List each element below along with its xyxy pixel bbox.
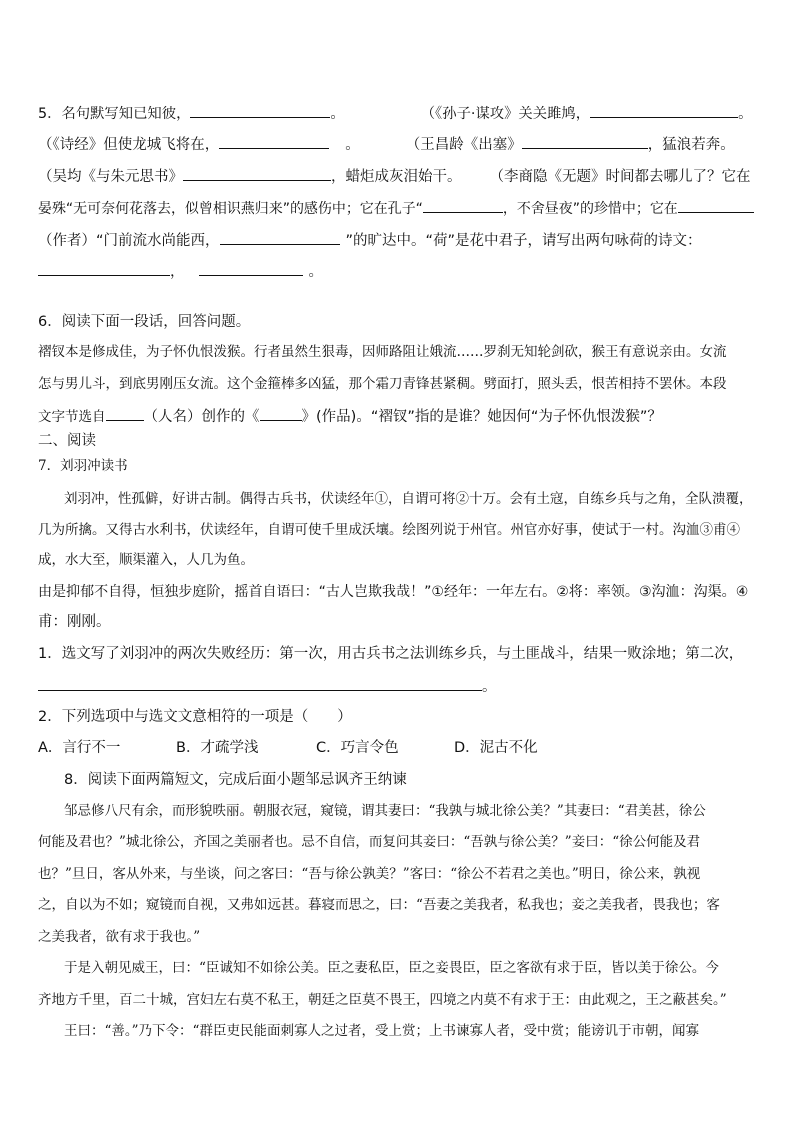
q7-subquestion-1: 1．选文写了刘羽冲的两次失败经历：第一次，用古兵书之法训练乡兵，与土匪战斗，结果一败涂地；第二次， [38,646,744,662]
q5-line-5 [38,230,756,251]
q6-text: （人名）创作的《 [143,409,260,425]
q6-text: 》(作品)。“褶钗”指的是谁？她因何“为子怀仇恨泼猴”？ [301,409,662,425]
option-c[interactable]: C．巧言令色 [316,740,399,756]
q7-passage-line: 几为所擒。又得古水利书，伏读经年，自谓可使千里成沃壤。绘图列说于州官。州官亦好事，使试于一村。沟洫③甫④ [38,522,740,538]
q5-line-1 [38,103,756,124]
answer-blank[interactable] [260,406,302,421]
q8-passage-line: 于是入朝见威王，曰：“臣诚知不如徐公美。臣之妻私臣，臣之妾畏臣，臣之客欲有求于臣，皆以美于徐公。今 [64,960,719,976]
q7-subquestion-2: 2．下列选项中与选文文意相符的一项是（ ） [38,709,352,725]
answer-blank[interactable] [190,103,330,118]
answer-blank[interactable] [106,406,144,421]
q5-text: （作者）“门前流水尚能西， [38,233,220,249]
option-b[interactable]: B．才疏学浅 [176,740,259,756]
q7-subquestion-1-answer [38,676,756,697]
q5-line-6 [38,261,756,282]
answer-blank[interactable] [423,198,503,213]
q5-line-4 [38,198,756,219]
q5-text: ”的旷达中。“荷”是花中君子，请写出两句咏荷的诗文： [345,233,702,249]
q5-text: （《诗经》但使龙城飞将在， [38,137,220,153]
q5-text: ， [170,264,185,280]
q8-title: 8．阅读下面两篇短文，完成后面小题邹忌讽齐王纳谏 [64,772,407,788]
q6-passage-line: 怎与男儿斗，到底男刚压女流。这个金箍棒多凶猛，那个霜刀青锋甚紧稠。劈面打，照头丢，恨苦相持不罢休。本段 [38,376,727,392]
q7-text: 。 [482,679,497,695]
answer-blank[interactable] [219,134,329,149]
answer-blank[interactable] [522,134,648,149]
answer-blank[interactable] [38,676,482,691]
q5-line-2 [38,134,756,155]
q5-text: 。 [738,106,753,122]
q6-title: 6．阅读下面一段话，回答问题。 [38,314,251,330]
answer-blank[interactable] [38,261,170,276]
q5-text: 晏殊“无可奈何花落去，似曾相识燕归来”的感伤中；它在孔子“ [38,201,423,217]
q5-text: ，猛浪若奔。 [647,137,735,153]
q8-passage-line: 之美我者，欲有求于我也。” [38,929,201,945]
q8-passage-line: 齐地方千里，百二十城，宫妇左右莫不私王，朝廷之臣莫不畏王，四境之内莫不有求于王：由此观之，王之蔽甚矣。” [38,992,727,1008]
q5-text: ，不舍昼夜”的珍惜中；它在 [502,201,678,217]
q6-passage-line: 褶钗本是修成佳，为子怀仇恨泼猴。行者虽然生狠毒，因师路阻让娥流……罗刹无知轮剑砍，猴王有意说亲由。女流 [38,344,727,360]
q7-passage-line: 由是抑郁不自得，恒独步庭阶，摇首自语曰：“古人岂欺我哉！”①经年：一年左右。②将：率领。③沟洫：沟渠。④ [38,584,749,600]
answer-blank[interactable] [183,166,331,181]
answer-blank[interactable] [678,198,754,213]
answer-blank[interactable] [199,261,303,276]
answer-blank[interactable] [590,103,738,118]
q7-title: 7．刘羽冲读书 [38,458,128,474]
q5-line-3 [38,166,756,187]
q8-passage-line: 邹忌修八尺有余，而形貌昳丽。朝服衣冠，窥镜，谓其妻曰：“我孰与城北徐公美？”其妻曰：“君美甚，徐公 [64,803,706,819]
q5-text: （吴均《与朱元思书》 [38,169,183,185]
section-heading: 二、阅读 [38,433,96,449]
q5-text: 。 [345,137,360,153]
q8-passage-line: 也？”旦日，客从外来，与坐谈，问之客曰：“吾与徐公孰美？”客曰：“徐公不若君之美也。”明日，徐公来，孰视 [38,866,701,882]
q5-text: ，蜡炬成灰泪始干。 [331,169,462,185]
q7-passage-line: 甫：刚刚。 [38,614,111,630]
q7-passage-line: 刘羽冲，性孤僻，好讲古制。偶得古兵书，伏读经年①，自谓可将②十万。会有土寇，自练乡兵与之角，全队溃覆， [64,491,753,507]
q7-passage-line: 成，水大至，顺渠灌入，人几为鱼。 [38,552,254,568]
answer-blank[interactable] [220,230,340,245]
q5-text: 。 [330,106,345,122]
q5-text: （《孙子·谋攻》关关雎鸠， [420,106,591,122]
q8-passage-line: 王曰：“善。”乃下令：“群臣吏民能面刺寡人之过者，受上赏；上书谏寡人者，受中赏；能谤讥于市朝，闻寡 [64,1023,699,1039]
q6-question-line [38,406,756,427]
q7-options [38,738,756,758]
option-d[interactable]: D．泥古不化 [454,740,538,756]
q5-text: 。 [308,264,323,280]
option-a[interactable]: A．言行不一 [38,740,121,756]
q5-text: （王昌龄《出塞》 [405,137,522,153]
q5-text: （李商隐《无题》时间都去哪儿了？它在 [489,169,751,185]
q5-text: 5．名句默写知已知彼， [38,106,191,122]
q6-text: 文字节选自 [38,409,106,425]
q8-passage-line: 何能及君也？”城北徐公，齐国之美丽者也。忌不自信，而复问其妾曰：“吾孰与徐公美？”妾曰：“徐公何能及君 [38,834,701,850]
q8-passage-line: 之，自以为不如；窥镜而自视，又弗如远甚。暮寝而思之，曰：“吾妻之美我者，私我也；妾之美我者，畏我也；客 [38,897,720,913]
